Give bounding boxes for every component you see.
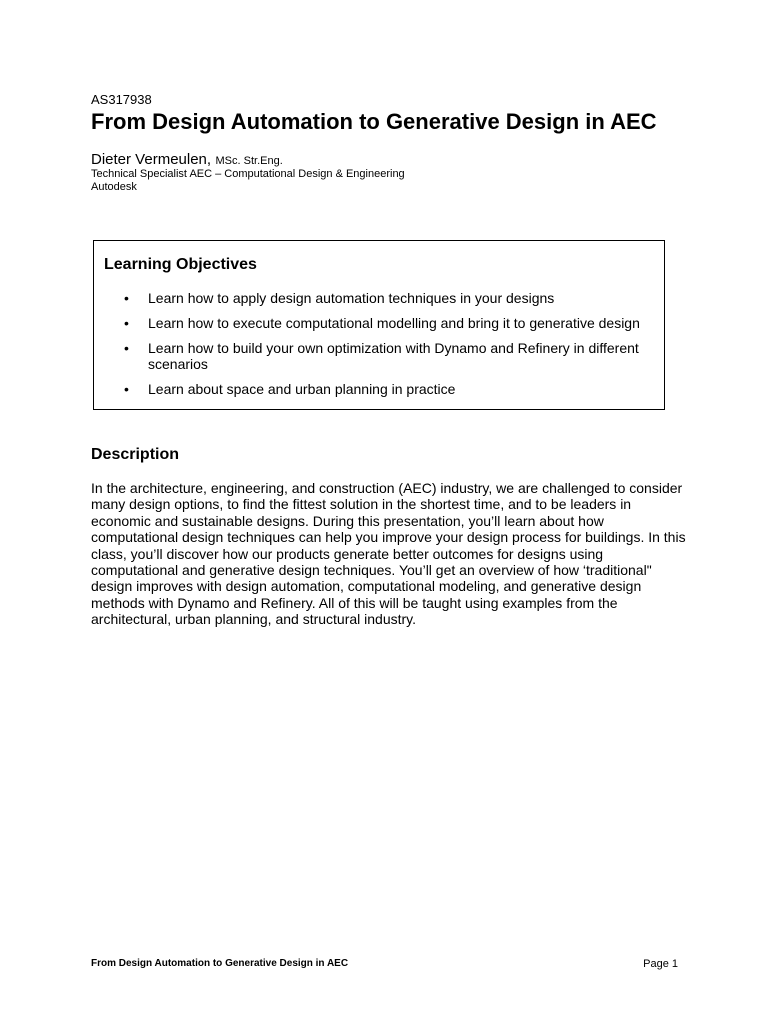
bullet-icon: • [124,340,129,356]
objective-text: Learn about space and urban planning in practice [148,381,456,397]
list-item [94,290,664,306]
learning-objectives-box [93,240,665,410]
learning-objectives-list [94,290,664,406]
author-name: Dieter Vermeulen, [91,151,212,168]
document-id: AS317938 [91,92,152,107]
page-title: From Design Automation to Generative Design in AEC [91,109,657,134]
page-number: Page 1 [643,958,678,970]
description-heading: Description [91,446,180,463]
bullet-icon: • [124,381,129,397]
bullet-icon: • [124,315,129,331]
learning-objectives-heading: Learning Objectives [104,256,257,273]
list-item [94,315,664,331]
bullet-icon: • [124,290,129,306]
list-item [94,340,664,372]
author-role: Technical Specialist AEC – Computational Design & Engineering [91,168,405,180]
objective-text: Learn how to build your own optimization with Dynamo and Refinery in different scenarios [148,340,639,372]
objective-text: Learn how to apply design automation techniques in your designs [148,290,555,306]
objective-text: Learn how to execute computational modelling and bring it to generative design [148,315,640,331]
description-body: In the architecture, engineering, and construction (AEC) industry, we are challenged to consider many design options, to find the fittest solution in the shortest time, and to be leaders in economic and sustainable designs. During this presentation, you’ll learn about how computational design techniques can help you improve your design process for buildings. In this class, you’ll discover how our products generate better outcomes for designs using computational and generative design techniques. You’ll get an overview of how ‘traditional" design improves with design automation, computational modeling, and generative design methods with Dynamo and Refinery. All of this will be taught using examples from the architectural, urban planning, and structural industry. [91,480,686,628]
author-degree: MSc. Str.Eng. [215,155,283,167]
author-company: Autodesk [91,181,137,193]
footer-title: From Design Automation to Generative Design in AEC [91,958,349,969]
list-item [94,381,664,397]
